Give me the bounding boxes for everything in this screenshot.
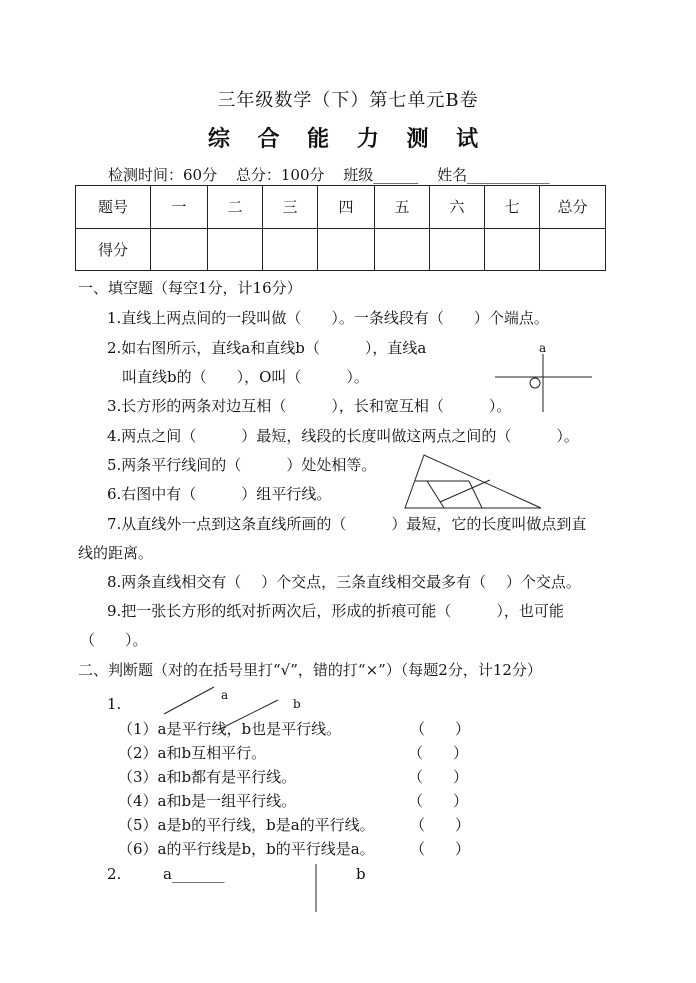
answer-paren[interactable]: （ ） (410, 816, 471, 834)
question-1-9b: （ ）。 (80, 631, 148, 649)
exam-name: 姓名___________ (437, 166, 550, 184)
score-input-cell[interactable] (375, 228, 430, 271)
judge-item: （2）a和b互相平行。 (118, 744, 267, 762)
score-input-cell[interactable] (540, 228, 606, 271)
paper-subtitle: 综 合 能 力 测 试 (207, 126, 489, 152)
answer-paren[interactable]: （ ） (408, 768, 469, 786)
judge-item: （6）a的平行线是b，b的平行线是a。 (118, 840, 375, 858)
score-header-cell: 总分 (540, 186, 606, 229)
question-1-2a: 2.如右图所示，直线a和直线b（ ），直线a (107, 339, 427, 357)
q2-line-a: a_______ (163, 865, 225, 883)
section2-heading: 二、判断题（对的在括号里打“√”，错的打“×”）（每题2分，计12分） (78, 661, 542, 679)
exam-time: 检测时间：60分 (108, 166, 218, 184)
judge-item: （1）a是平行线，b也是平行线。 (118, 720, 342, 738)
judge-item: （5）a是b的平行线，b是a的平行线。 (118, 816, 375, 834)
question-1-6: 6.右图中有（ ）组平行线。 (107, 485, 332, 503)
judge-item: （4）a和b是一组平行线。 (118, 792, 297, 810)
paper-title: 三年级数学（下）第七单元B卷 (217, 90, 479, 111)
triangle-parallel-figure (400, 450, 545, 512)
score-header-cell: 四 (318, 186, 375, 229)
score-input-cell[interactable] (430, 228, 485, 271)
score-header-cell: 二 (208, 186, 263, 229)
exam-info (108, 164, 564, 185)
question-1-4: 4.两点之间（ ）最短，线段的长度叫做这两点之间的（ ）。 (107, 427, 579, 445)
exam-total: 总分：100分 (235, 166, 325, 184)
score-header-cell: 三 (263, 186, 318, 229)
score-input-cell[interactable] (151, 228, 208, 271)
q2-line-b: b (356, 865, 366, 883)
score-input-cell[interactable] (318, 228, 375, 271)
question-1-2b: 叫直线b的（ ），O叫（ ）。 (122, 368, 369, 386)
judge-item: （3）a和b都有是平行线。 (118, 768, 297, 786)
score-header-cell: 五 (375, 186, 430, 229)
score-header-cell: 六 (430, 186, 485, 229)
exam-class: 班级______ (343, 166, 419, 184)
score-header-cell: 一 (151, 186, 208, 229)
question-1-7b: 线的距离。 (78, 544, 154, 562)
question-1-9a: 9.把一张长方形的纸对折两次后，形成的折痕可能（ ），也可能 (107, 602, 564, 620)
score-header-cell: 七 (485, 186, 540, 229)
line-label-a: a (221, 688, 229, 702)
score-table (75, 185, 606, 271)
question-1-3: 3.长方形的两条对边互相（ ），长和宽互相（ ）。 (107, 397, 512, 415)
score-header-cell: 题号 (76, 186, 151, 229)
score-table-header-row (76, 186, 606, 229)
figure-label-a: a (539, 341, 547, 355)
section1-heading: 一、填空题（每空1分，计16分） (78, 279, 302, 297)
answer-paren[interactable]: （ ） (410, 840, 471, 858)
vertical-line-figure (310, 862, 322, 914)
question-1-1: 1.直线上两点间的一段叫做（ ）。一条线段有（ ）个端点。 (107, 309, 549, 327)
score-table-score-row (76, 228, 606, 271)
judge-q1-number: 1. (107, 695, 122, 713)
question-1-8: 8.两条直线相交有（ ）个交点，三条直线相交最多有（ ）个交点。 (107, 573, 581, 591)
answer-paren[interactable]: （ ） (408, 792, 469, 810)
answer-paren[interactable]: （ ） (408, 744, 469, 762)
score-input-cell[interactable] (263, 228, 318, 271)
score-row-label: 得分 (76, 228, 151, 271)
line-label-b: b (293, 697, 301, 711)
answer-paren[interactable]: （ ） (410, 720, 471, 738)
judge-q2-number: 2. (107, 865, 122, 883)
score-input-cell[interactable] (208, 228, 263, 271)
question-1-7a: 7.从直线外一点到这条直线所画的（ ）最短，它的长度叫做点到直 (107, 515, 587, 533)
score-input-cell[interactable] (485, 228, 540, 271)
question-1-5: 5.两条平行线间的（ ）处处相等。 (107, 456, 377, 474)
